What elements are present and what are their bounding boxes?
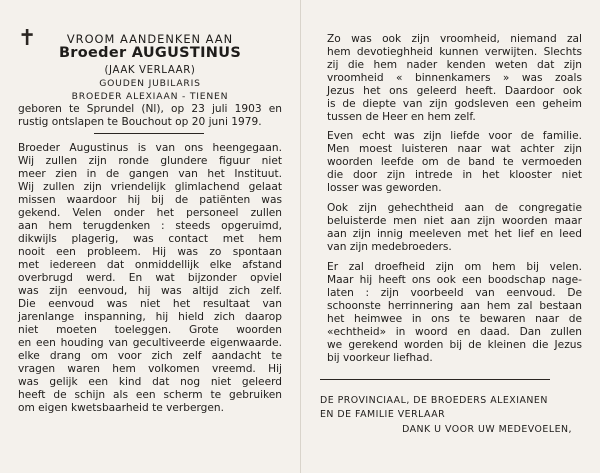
body-line: schoonste herrinnering aan hem zal bestaan xyxy=(327,300,582,312)
body-line: om eigen kwetsbaarheid te verbergen. xyxy=(18,402,225,414)
body-line: meer zien in de gangen van het Instituut. xyxy=(18,168,282,180)
body-line: was zijn eenvoud, hij was altijd zich zelf. xyxy=(18,285,282,297)
closing-signatories: DE PROVINCIAAL, DE BROEDERS ALEXIANEN xyxy=(320,395,548,406)
body-line: Broeder Augustinus is van ons heengegaan. xyxy=(18,142,282,154)
body-line: Men moest luisteren naar wat achter zijn xyxy=(327,143,582,155)
body-line: Er zal droefheid zijn om hem bij velen. xyxy=(327,261,582,273)
body-line: Maar hij heeft ons ook een boodschap nage- xyxy=(327,274,582,286)
body-line: aan zijn innig meeleven met het lief en leed xyxy=(327,228,582,240)
body-line: woorden leefde om de band te vermoeden xyxy=(327,156,582,168)
body-line: het heimwee in ons te bewaren naar de xyxy=(327,313,582,325)
body-line: en een houding van gecultiveerde eigenwaarde. xyxy=(18,337,282,349)
body-line: missen waardoor hij bij de patiënten was xyxy=(18,194,282,206)
body-line: we gerekend worden bij de kleinen die Jezus xyxy=(327,339,582,351)
death-line: rustig ontslapen te Bouchout op 20 juni 1979. xyxy=(18,116,262,128)
body-line: zij die hem nader kenden weten dat zijn xyxy=(327,59,582,71)
body-line: Wij zullen zijn ronde glundere figuur niet xyxy=(18,155,282,167)
body-line: gekend. Velen onder het personeel zullen xyxy=(18,207,282,219)
body-line: vragen waren hem volkomen vreemd. Hij xyxy=(18,363,282,375)
divider xyxy=(320,379,550,380)
body-line: laten : zijn voorbeeld van eenvoud. De xyxy=(327,287,582,299)
birth-line: geboren te Sprundel (Nl), op 23 juli 1903 en xyxy=(18,103,282,115)
body-line: was gelijk een kind dat nog niet geleerd xyxy=(18,376,282,388)
deceased-name: Broeder AUGUSTINUS xyxy=(58,45,242,61)
body-line: heeft de schijn als een scherm te gebruiken xyxy=(18,389,282,401)
body-line: Die eenvoud was niet het resultaat van xyxy=(18,298,282,310)
body-line: bij voorkeur liefhad. xyxy=(327,352,433,364)
closing-thanks: DANK U VOOR UW MEDEVOELEN, xyxy=(402,424,572,435)
civil-name: (JAAK VERLAAR) xyxy=(104,65,196,76)
body-line: Ook zijn gehechtheid aan de congregatie xyxy=(327,202,582,214)
body-line: van zijn medebroeders. xyxy=(327,241,452,253)
body-line: hem devotieghheid kunnen verwijten. Slechts xyxy=(327,46,582,58)
cross-icon: ✝ xyxy=(18,26,37,51)
body-line: aan hem terugdenken : steeds opgeruimd, xyxy=(18,220,282,232)
body-line: overbrugd werd. En wat bijzonder opviel xyxy=(18,272,282,284)
divider xyxy=(94,133,204,134)
body-line: vroomheid « binnenkamers » was zoals xyxy=(327,72,582,84)
body-line: Jezus het ons geleerd heeft. Daardoor ook xyxy=(327,85,582,97)
body-line: elke drang om voor zich zelf aandacht te xyxy=(18,350,282,362)
remembrance-heading: VROOM AANDENKEN AAN xyxy=(66,32,234,46)
card-fold xyxy=(300,0,301,473)
jubilee-line: GOUDEN JUBILARIS xyxy=(99,78,201,89)
body-line: dikwijls plagerig, was contact met hem xyxy=(18,233,282,245)
body-line: Zo was ook zijn vroomheid, niemand zal xyxy=(327,33,582,45)
body-line: «echtheid» in woord en daad. Dan zullen xyxy=(327,326,582,338)
body-line: Wij zullen zijn vriendelijk glimlachend gelaat xyxy=(18,181,282,193)
congregation-line: BROEDER ALEXIAAN - TIENEN xyxy=(71,91,229,102)
body-line: Even echt was zijn liefde voor de familie. xyxy=(327,130,582,142)
body-line: is de diepte van zijn godsleven een geheim xyxy=(327,98,582,110)
body-line: jarenlange inspanning, hij hield zich daarop xyxy=(18,311,282,323)
body-line: losser was geworden. xyxy=(327,182,442,194)
body-line: beluisterde men niet aan zijn woorden maar xyxy=(327,215,582,227)
body-line: die door zijn intrede in het klooster niet xyxy=(327,169,582,181)
body-line: nooit een probleem. Hij was zo spontaan xyxy=(18,246,282,258)
closing-family: EN DE FAMILIE VERLAAR xyxy=(320,409,446,420)
body-line: niet moeten toeleggen. Grote woorden xyxy=(18,324,282,336)
body-line: tussen de Heer en hem zelf. xyxy=(327,111,476,123)
body-line: met iedereen dat onmiddellijk elke afstand xyxy=(18,259,282,271)
